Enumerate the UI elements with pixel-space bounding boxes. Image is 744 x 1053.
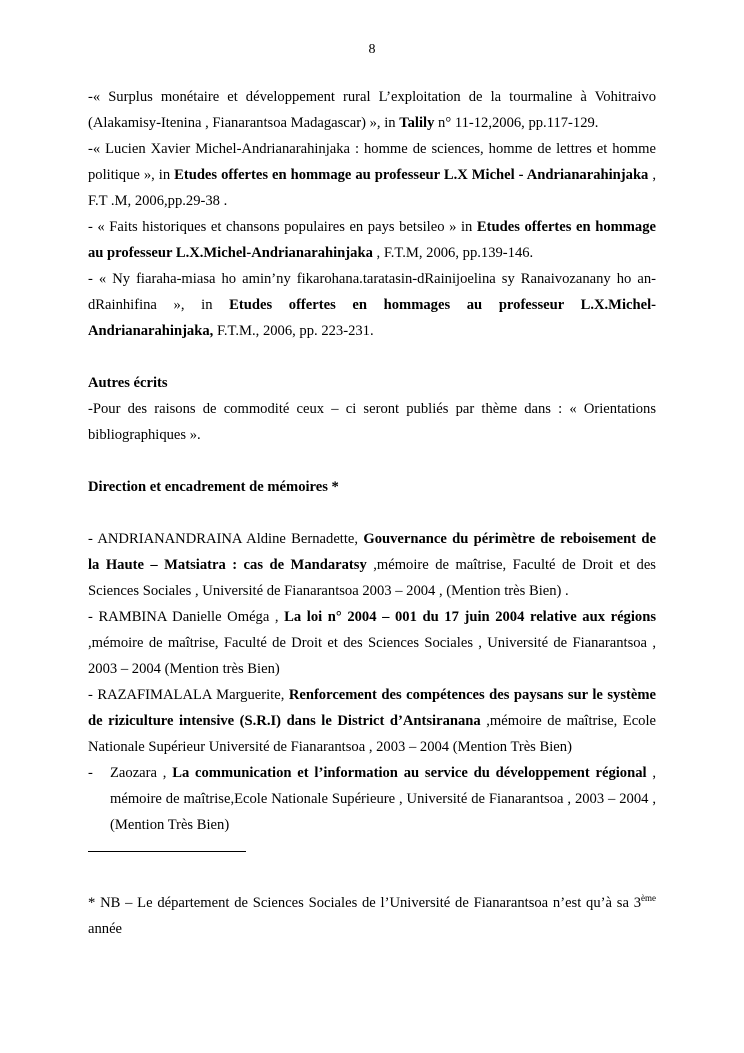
footnote-number: 3 — [633, 895, 641, 911]
footnote-text: * NB – Le département de Sciences Sociales de l’Université de Fianarantsoa n’est qu’à sa — [88, 895, 629, 911]
publication-entry — [88, 266, 656, 344]
entry-title: Renforcement des compétences des paysans sur le système de riziculture intensive (S.R.I) dans le District d’Antsiranana — [88, 687, 656, 729]
heading-text: Direction et encadrement de mémoires * — [88, 479, 339, 495]
entry-text: , mémoire de maîtrise,Ecole Nationale Supérieure , Université de Fianarantsoa , 2003 – 2004 , (Mention Très Bien) — [110, 765, 657, 833]
footnote-superscript: ème — [641, 893, 656, 903]
entry-text: , F.T .M, 2006,pp.29-38 . — [88, 167, 656, 209]
entry-text: - « Ny fiaraha-miasa ho amin’ny fikarohana.taratasin-dRainijoelina sy Ranaivozanany ho an-dRainhifina », in — [88, 271, 656, 313]
publication-entry — [88, 214, 656, 266]
entry-text: -« Surplus monétaire et développement rural L’exploitation de la tourmaline à Vohitraivo (Alakamisy-Itenina , Fianarantsoa Madagascar) », in — [88, 89, 656, 131]
entry-title: Talily — [399, 115, 435, 131]
entry-text: Zaozara , — [110, 765, 173, 781]
list-bullet: - — [88, 765, 93, 781]
entry-text: ,mémoire de maîtrise, Faculté de Droit et des Sciences Sociales , Université de Fianarantsoa 2003 – 2004 , (Mention très Bien) . — [88, 557, 656, 599]
entry-title: Gouvernance du périmètre de reboisement de la Haute – Matsiatra : cas de Mandaratsy — [88, 531, 656, 573]
entry-title: Etudes offertes en hommage au professeur L.X Michel - Andrianarahinjaka — [174, 167, 649, 183]
memoire-entry — [88, 526, 656, 604]
entry-title: La loi n° 2004 – 001 du 17 juin 2004 relative aux régions — [284, 609, 656, 625]
page-content — [88, 84, 656, 942]
entry-text: ,mémoire de maîtrise, Faculté de Droit et des Sciences Sociales , Université de Fianarantsoa , 2003 – 2004 (Mention très Bien) — [88, 635, 656, 677]
heading-text: Autres écrits — [88, 375, 168, 391]
entry-text: - RAZAFIMALALA Marguerite, — [88, 687, 289, 703]
entry-title: La communication et l’information au service du développement régional — [172, 765, 647, 781]
page-number: 8 — [368, 42, 376, 57]
section-heading — [88, 370, 656, 396]
entry-text: - « Faits historiques et chansons populaires en pays betsileo » in — [88, 219, 477, 235]
footnote — [88, 890, 656, 942]
footnote-tail: année — [88, 921, 123, 937]
publication-entry — [88, 84, 656, 136]
section-heading — [88, 474, 656, 500]
memoire-entry — [88, 604, 656, 682]
entry-text: -« Lucien Xavier Michel-Andrianarahinjaka : homme de sciences, homme de lettres et homme politique », in — [88, 141, 656, 183]
entry-text: , F.T.M, 2006, pp.139-146. — [372, 245, 534, 261]
entry-text: - ANDRIANANDRAINA Aldine Bernadette, — [88, 531, 364, 547]
memoire-entry — [88, 682, 656, 760]
entry-title: Etudes offertes en hommages au professeur L.X.Michel-Andrianarahinjaka, — [88, 297, 656, 339]
autres-text: -Pour des raisons de commodité ceux – ci seront publiés par thème dans : « Orientations bibliographiques ». — [88, 401, 656, 443]
footnote-separator — [88, 851, 246, 852]
memoire-list-item — [88, 760, 656, 838]
entry-text: ,mémoire de maîtrise, Ecole Nationale Supérieur Université de Fianarantsoa , 2003 – 2004 (Mention Très Bien) — [88, 713, 656, 755]
entry-text: - RAMBINA Danielle Oméga , — [88, 609, 285, 625]
entry-title: Etudes offertes en hommage au professeur L.X.Michel-Andrianarahinjaka — [88, 219, 656, 261]
memoire-entry — [110, 760, 656, 838]
entry-text: n° 11-12,2006, pp.117-129. — [434, 115, 599, 131]
entry-text: F.T.M., 2006, pp. 223-231. — [213, 323, 374, 339]
publication-entry — [88, 136, 656, 214]
